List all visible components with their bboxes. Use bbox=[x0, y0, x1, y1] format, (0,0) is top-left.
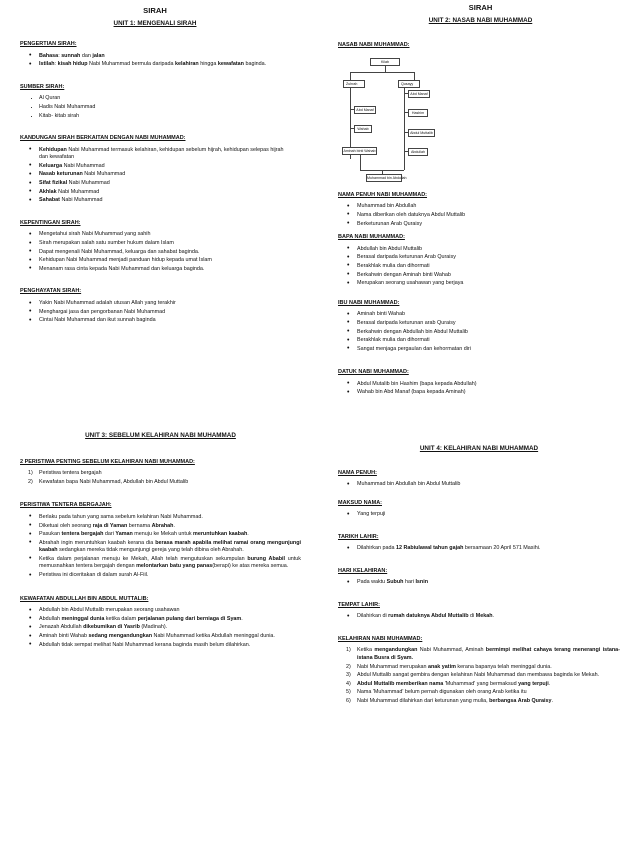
section-heading: NAMA PENUH NABI MUHAMMAD: bbox=[338, 191, 428, 198]
list-item: • Peristiwa ini diceritakan di dalam surah Al-Fiil. bbox=[20, 572, 301, 579]
hari-list bbox=[338, 579, 620, 586]
list-item: • Berlaku pada tahun yang sama sebelum kelahiran Nabi Muhammad. bbox=[20, 514, 301, 521]
section-heading: 2 PERISTIWA PENTING SEBELUM KELAHIRAN NABI MUHAMMAD: bbox=[20, 458, 195, 465]
tree-node: Abd Manaf bbox=[408, 90, 430, 98]
list-item: • Yang terpuji bbox=[338, 511, 620, 518]
list-item: • Berakhlak mulia dan dihormati bbox=[338, 337, 623, 344]
tree-node: Zuhrah bbox=[343, 80, 365, 88]
tree-node: Abd Manaf bbox=[354, 106, 376, 114]
list-item: • Menghargai jasa dan pengorbanan Nabi Muhammad bbox=[20, 309, 290, 316]
section-heading: TEMPAT LAHIR: bbox=[338, 601, 380, 608]
section-heading: KEPENTINGAN SIRAH: bbox=[20, 219, 81, 226]
list-item: 1) Ketika mengandungkan Nabi Muhammad, Aminah bermimpi melihat cahaya terang menerangi istana-istana Busra di Syam. bbox=[346, 647, 620, 661]
datuk-list bbox=[338, 381, 623, 397]
unit-title: UNIT 1: MENGENALI SIRAH bbox=[113, 20, 197, 28]
list-item: 5) Nama 'Muhammad' belum pernah digunakan oleh orang Arab ketika itu bbox=[346, 689, 527, 696]
list-item: • Pada waktu Subuh hari Isnin bbox=[338, 579, 620, 586]
page-title: SIRAH bbox=[143, 6, 167, 15]
list-item: • Aminah binti Wahab bbox=[338, 311, 623, 318]
list-item: • Jenazah Abdullah dikebumikan di Yasrib (Madinah). bbox=[20, 624, 301, 631]
list-item: 4) Abdul Muttalib memberikan nama 'Muhammad' yang bermaksud yang terpuji. bbox=[346, 680, 551, 687]
tempat-list bbox=[338, 613, 620, 620]
tree-node: Kilab bbox=[370, 58, 400, 66]
family-tree-diagram bbox=[342, 56, 472, 184]
tree-node: Wahab bbox=[354, 125, 372, 133]
list-item: • Yakin Nabi Muhammad adalah utusan Allah yang terakhir bbox=[20, 300, 290, 307]
tentera-bergajah-list bbox=[20, 514, 301, 580]
list-item: 2) Nabi Muhammad merupakan anak yatim kerana bapanya telah meninggal dunia. bbox=[346, 663, 552, 670]
page-unit-4 bbox=[338, 445, 620, 707]
list-item: • Berakhlak mulia dan dihormati bbox=[338, 263, 623, 270]
list-item: • Merupakan seorang usahawan yang berjaya bbox=[338, 280, 623, 287]
section-heading: KEWAFATAN ABDULLAH BIN ABDUL MUTTALIB: bbox=[20, 595, 149, 602]
section-heading: IBU NABI MUHAMMAD: bbox=[338, 299, 400, 306]
tree-node: Abdul Muttalib bbox=[408, 129, 435, 137]
kewafatan-list bbox=[20, 607, 301, 649]
list-item: • Keluarga Nabi Muhammad bbox=[20, 163, 290, 170]
list-item: • Menanam rasa cinta kepada Nabi Muhammad dan keluarga baginda. bbox=[20, 266, 290, 273]
list-item: · Kitab- kitab sirah bbox=[20, 113, 290, 120]
list-item: · Hadis Nabi Muhammad bbox=[20, 104, 290, 111]
list-item: • Dapat mengenali Nabi Muhammad, keluarga dan sahabat baginda. bbox=[20, 249, 290, 256]
list-item: • Abdullah tidak sempat melihat Nabi Muhammad kerana baginda masih belum dilahirkan. bbox=[20, 642, 301, 649]
section-heading: TARIKH LAHIR: bbox=[338, 533, 379, 540]
list-item: • Aminah binti Wahab sedang mengandungkan Nabi Muhammad ketika Abdullah meninggal dunia. bbox=[20, 633, 301, 640]
list-item: • Nama diberikan oleh datuknya Abdul Muttalib bbox=[338, 212, 623, 219]
list-item: • Abrahah ingin meruntuhkan kaabah kerana dia berasa marah apabila melihat ramai orang mengunjungi kaabah sedangkan mereka tidak mengunjungi gereja yang telah dibina oleh Abrahah. bbox=[20, 540, 301, 555]
list-item: • Sangat menjaga pergaulan dan kehormatan diri bbox=[338, 346, 623, 353]
list-item: • Dilahirkan di rumah datuknya Abdul Muttalib di Mekah. bbox=[338, 613, 620, 620]
ibu-list bbox=[338, 311, 623, 353]
list-item: • Sirah merupakan salah satu sumber hukum dalam Islam bbox=[20, 240, 290, 247]
list-item: • Abdullah bin Abdul Muttalib bbox=[338, 246, 623, 253]
section-heading: MAKSUD NAMA: bbox=[338, 499, 382, 506]
kelahiran-list bbox=[338, 647, 620, 705]
list-item: • Kehidupan Nabi Muhammad menjadi panduan hidup kepada umat Islam bbox=[20, 257, 290, 264]
list-item: • Akhlak Nabi Muhammad bbox=[20, 189, 290, 196]
list-item: · Al Quran bbox=[20, 95, 290, 102]
maksud-list bbox=[338, 511, 620, 518]
pengertian-list bbox=[20, 53, 290, 69]
kepentingan-list bbox=[20, 231, 290, 273]
list-item: • Wahab bin Abd Manaf (bapa kepada Aminah) bbox=[338, 389, 623, 396]
unit-title: UNIT 3: SEBELUM KELAHIRAN NABI MUHAMMAD bbox=[85, 432, 236, 439]
list-item: • Berasal daripada keturunan arab Quraisy bbox=[338, 320, 623, 327]
tree-node: Muhammad bin Abdullah bbox=[367, 175, 407, 180]
page-unit-3 bbox=[20, 432, 301, 650]
list-item: • Berkahwin dengan Abdullah bin Abdul Muttalib bbox=[338, 329, 623, 336]
list-item: • Dilahirkan pada 12 Rabiulawal tahun gajah bersamaan 20 April 571 Masihi. bbox=[338, 545, 620, 552]
list-item: • Nasab keturunan Nabi Muhammad bbox=[20, 171, 290, 178]
list-item: • Diketuai oleh seorang raja di Yaman bernama Abrahah. bbox=[20, 523, 301, 530]
nama-penuh-list bbox=[338, 203, 623, 228]
nama-list bbox=[338, 481, 620, 488]
list-item: • Abdul Mutalib bin Hashim (bapa kepada Abdullah) bbox=[338, 381, 623, 388]
section-heading: NASAB NABI MUHAMMAD: bbox=[338, 42, 410, 49]
section-heading: PENGHAYATAN SIRAH: bbox=[20, 288, 82, 295]
list-item: 2) Kewafatan bapa Nabi Muhammad, Abdullah bin Abdul Muttalib bbox=[28, 478, 189, 485]
tree-node: Qusayy bbox=[398, 80, 420, 88]
peristiwa-list bbox=[20, 470, 301, 486]
list-item: • Bahasa: sunnah dan jalan bbox=[20, 53, 290, 60]
tarikh-list bbox=[338, 545, 620, 552]
list-item: • Mengetahui sirah Nabi Muhammad yang sahih bbox=[20, 231, 290, 238]
tree-node: Hashim bbox=[408, 109, 428, 117]
list-item: • Sifat fizikal Nabi Muhammad bbox=[20, 180, 290, 187]
page-title: SIRAH bbox=[468, 3, 493, 12]
sumber-list bbox=[20, 95, 290, 120]
list-item: • Pasukan tentera bergajah dari Yaman menuju ke Mekah untuk meruntuhkan kaabah. bbox=[20, 531, 301, 538]
section-heading: KELAHIRAN NABI MUHAMMAD: bbox=[338, 635, 423, 642]
unit-title: UNIT 2: NASAB NABI MUHAMMAD bbox=[428, 17, 533, 25]
list-item: • Sahabat Nabi Muhammad bbox=[20, 197, 290, 204]
penghayatan-list bbox=[20, 300, 290, 325]
list-item: • Berketurunan Arab Quraisy bbox=[338, 221, 623, 228]
section-heading: BAPA NABI MUHAMMAD: bbox=[338, 234, 405, 241]
list-item: • Kehidupan Nabi Muhammad termasuk kelahiran, kehidupan sebelum hijrah, kehidupan selepas hijrah dan kewafatan bbox=[20, 147, 290, 162]
list-item: • Ketika dalam perjalanan menuju ke Mekah, Allah telah mengutuskan sekumpulan burung Ababil untuk memusnahkan tentera bergajah dengan melontarkan batu yang panas(berapi) ke atas mereka semua. bbox=[20, 556, 301, 571]
list-item: • Cintai Nabi Muhammad dan ikut sunnah baginda bbox=[20, 317, 290, 324]
list-item: • Berkahwin dengan Aminah binti Wahab bbox=[338, 272, 623, 279]
list-item: 6) Nabi Muhammad dilahirkan dari keturunan yang mulia, berbangsa Arab Quraisy. bbox=[346, 698, 554, 705]
tree-node: Aminah binti Wahab bbox=[343, 148, 376, 153]
list-item: • Istilah: kisah hidup Nabi Muhammad bermula daripada kelahiran hingga kewafatan baginda. bbox=[20, 61, 290, 68]
section-heading: PERISTIWA TENTERA BERGAJAH: bbox=[20, 502, 112, 509]
list-item: • Berasal daripada keturunan Arab Quraisy bbox=[338, 254, 623, 261]
bapa-list bbox=[338, 246, 623, 288]
section-heading: KANDUNGAN SIRAH BERKAITAN DENGAN NABI MUHAMMAD: bbox=[20, 135, 186, 142]
section-heading: PENGERTIAN SIRAH: bbox=[20, 41, 77, 48]
list-item: • Abdullah bin Abdul Muttalib merupakan seorang usahawan bbox=[20, 607, 301, 614]
section-heading: NAMA PENUH: bbox=[338, 469, 377, 476]
section-heading: SUMBER SIRAH: bbox=[20, 83, 65, 90]
list-item: • Abdullah meninggal dunia ketika dalam perjalanan pulang dari berniaga di Syam. bbox=[20, 616, 301, 623]
section-heading: DATUK NABI MUHAMMAD: bbox=[338, 369, 409, 376]
list-item: • Muhammad bin Abdullah bbox=[338, 203, 623, 210]
list-item: 3) Abdul Muttalib sangat gembira dengan kelahiran Nabi Muhammad dan membawa baginda ke Mekah. bbox=[346, 672, 600, 679]
unit-title: UNIT 4: KELAHIRAN NABI MUHAMMAD bbox=[419, 445, 539, 452]
page-unit-2 bbox=[338, 3, 623, 398]
page-unit-1 bbox=[20, 6, 290, 326]
tree-node: Abdullah bbox=[408, 148, 428, 156]
kandungan-list bbox=[20, 147, 290, 205]
list-item: • Muhammad bin Abdullah bin Abdul Muttalib bbox=[338, 481, 620, 488]
section-heading: HARI KELAHIRAN: bbox=[338, 567, 388, 574]
list-item: 1) Peristiwa tentera bergajah bbox=[28, 470, 102, 477]
